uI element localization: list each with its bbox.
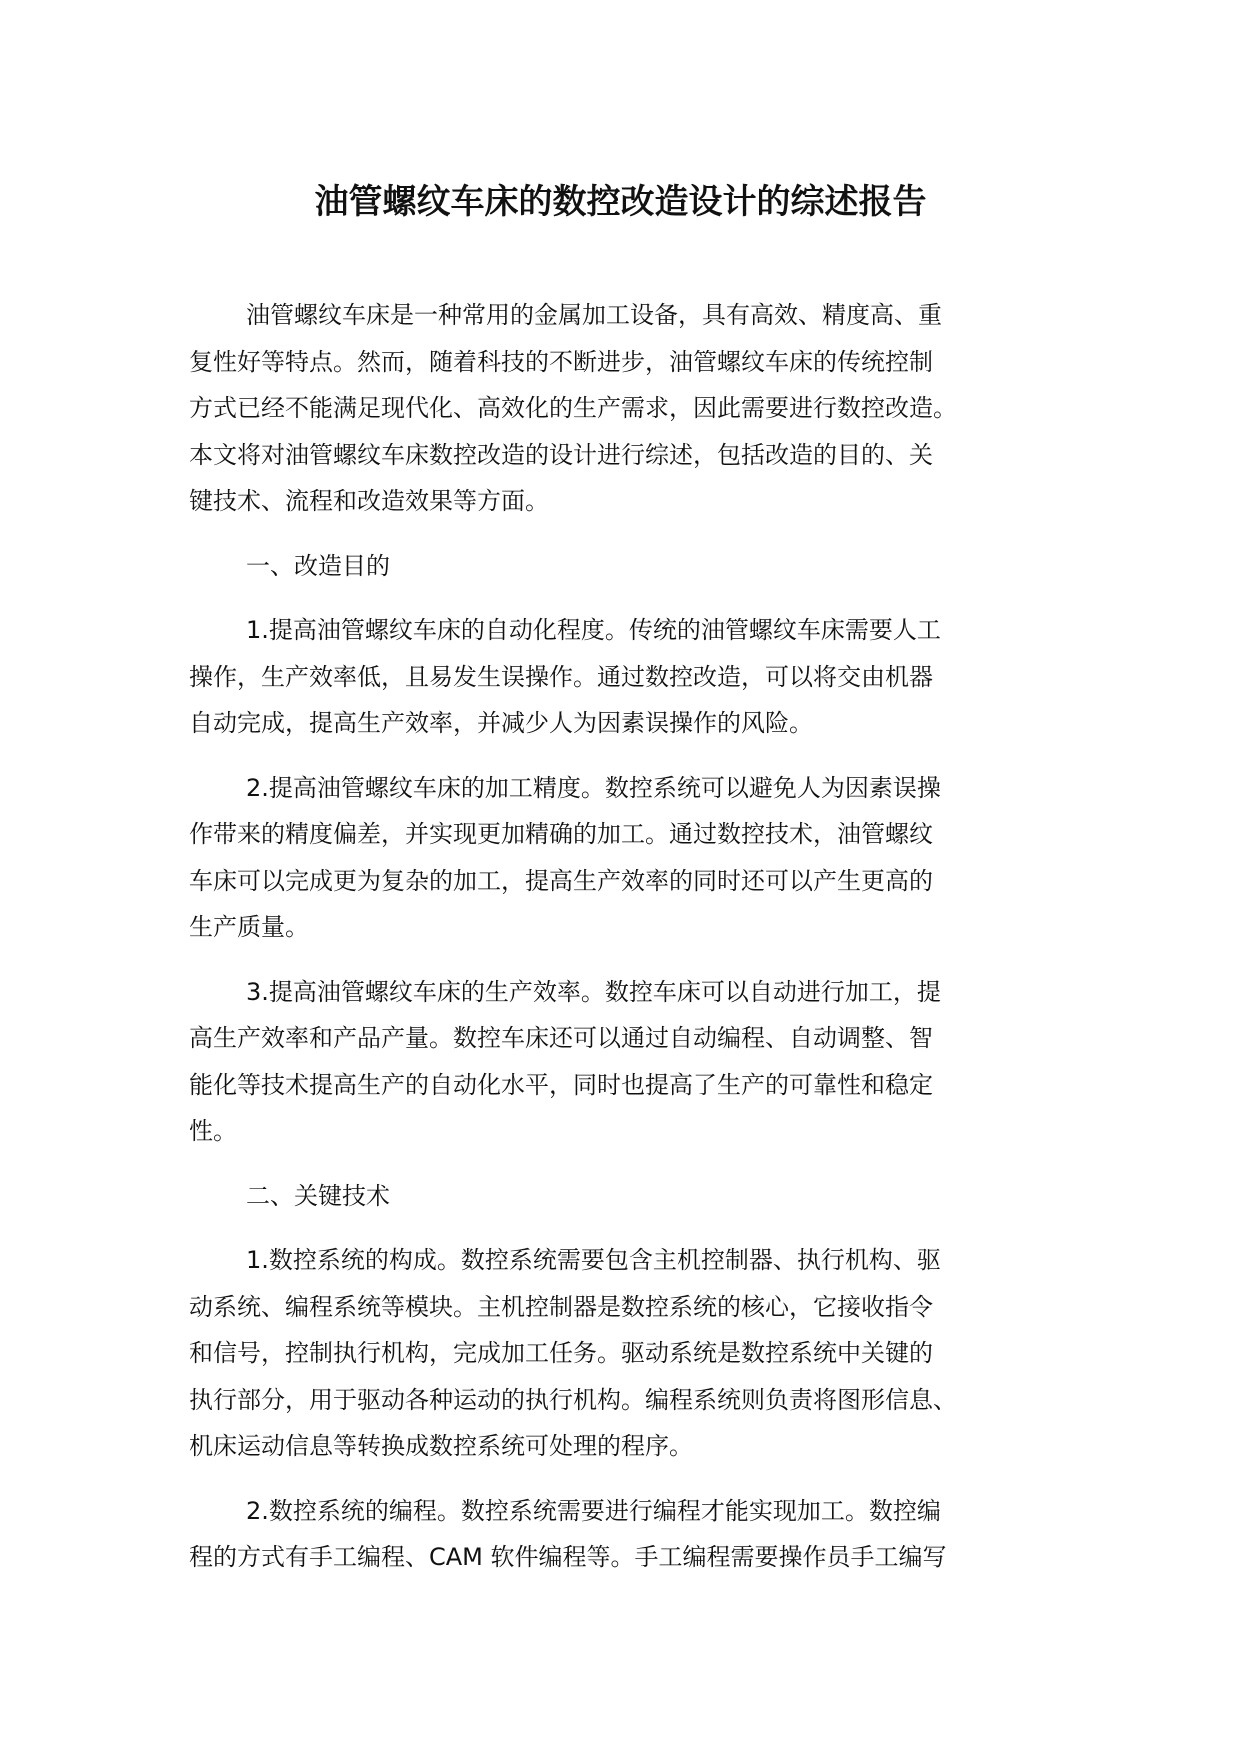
- text-line: 程的方式有手工编程、CAM 软件编程等。手工编程需要操作员手工编写: [189, 1543, 947, 1571]
- text-line: 高生产效率和产品产量。数控车床还可以通过自动编程、自动调整、智: [189, 1024, 933, 1052]
- paragraph-purpose-3: [189, 969, 1069, 1155]
- text-line: 执行部分，用于驱动各种运动的执行机构。编程系统则负责将图形信息、: [189, 1385, 957, 1414]
- section-heading-key-tech: [189, 1173, 1069, 1220]
- paragraph-key-tech-1: [189, 1237, 1069, 1470]
- text-line: 2.提高油管螺纹车床的加工精度。数控系统可以避免人为因素误操: [246, 773, 941, 802]
- document-title: 油管螺纹车床的数控改造设计的综述报告: [314, 182, 927, 222]
- text-line: 方式已经不能满足现代化、高效化的生产需求，因此需要进行数控改造。: [189, 394, 957, 422]
- text-line: 机床运动信息等转换成数控系统可处理的程序。: [189, 1432, 693, 1460]
- text-line: 键技术、流程和改造效果等方面。: [189, 487, 549, 515]
- paragraph-key-tech-2: [189, 1488, 1069, 1581]
- text-line: 2.数控系统的编程。数控系统需要进行编程才能实现加工。数控编: [246, 1496, 941, 1525]
- text-line: 1.数控系统的构成。数控系统需要包含主机控制器、执行机构、驱: [246, 1246, 941, 1274]
- paragraph-purpose-2: [189, 765, 1069, 951]
- text-line: 和信号，控制执行机构，完成加工任务。驱动系统是数控系统中关键的: [189, 1339, 933, 1367]
- text-line: 自动完成，提高生产效率，并减少人为因素误操作的风险。: [189, 709, 813, 737]
- text-line: 一、改造目的: [246, 551, 390, 580]
- text-line: 生产质量。: [189, 913, 309, 941]
- text-line: 油管螺纹车床是一种常用的金属加工设备，具有高效、精度高、重: [246, 301, 942, 329]
- text-line: 二、关键技术: [246, 1181, 390, 1210]
- document-body: [189, 292, 1069, 1599]
- text-line: 3.提高油管螺纹车床的生产效率。数控车床可以自动进行加工，提: [246, 977, 941, 1006]
- section-heading-purpose: [189, 543, 1069, 590]
- text-line: 复性好等特点。然而，随着科技的不断进步，油管螺纹车床的传统控制: [189, 347, 933, 376]
- text-line: 车床可以完成更为复杂的加工，提高生产效率的同时还可以产生更高的: [189, 866, 933, 895]
- text-line: 本文将对油管螺纹车床数控改造的设计进行综述，包括改造的目的、关: [189, 440, 933, 469]
- text-line: 动系统、编程系统等模块。主机控制器是数控系统的核心，它接收指令: [189, 1292, 933, 1321]
- paragraph-purpose-1: [189, 607, 1069, 747]
- text-line: 操作，生产效率低，且易发生误操作。通过数控改造，可以将交由机器: [189, 662, 933, 691]
- paragraph-intro: [189, 292, 1069, 525]
- text-line: 能化等技术提高生产的自动化水平，同时也提高了生产的可靠性和稳定: [189, 1070, 933, 1099]
- text-line: 1.提高油管螺纹车床的自动化程度。传统的油管螺纹车床需要人工: [246, 616, 941, 644]
- text-line: 性。: [189, 1117, 237, 1145]
- text-line: 作带来的精度偏差，并实现更加精确的加工。通过数控技术，油管螺纹: [189, 820, 933, 848]
